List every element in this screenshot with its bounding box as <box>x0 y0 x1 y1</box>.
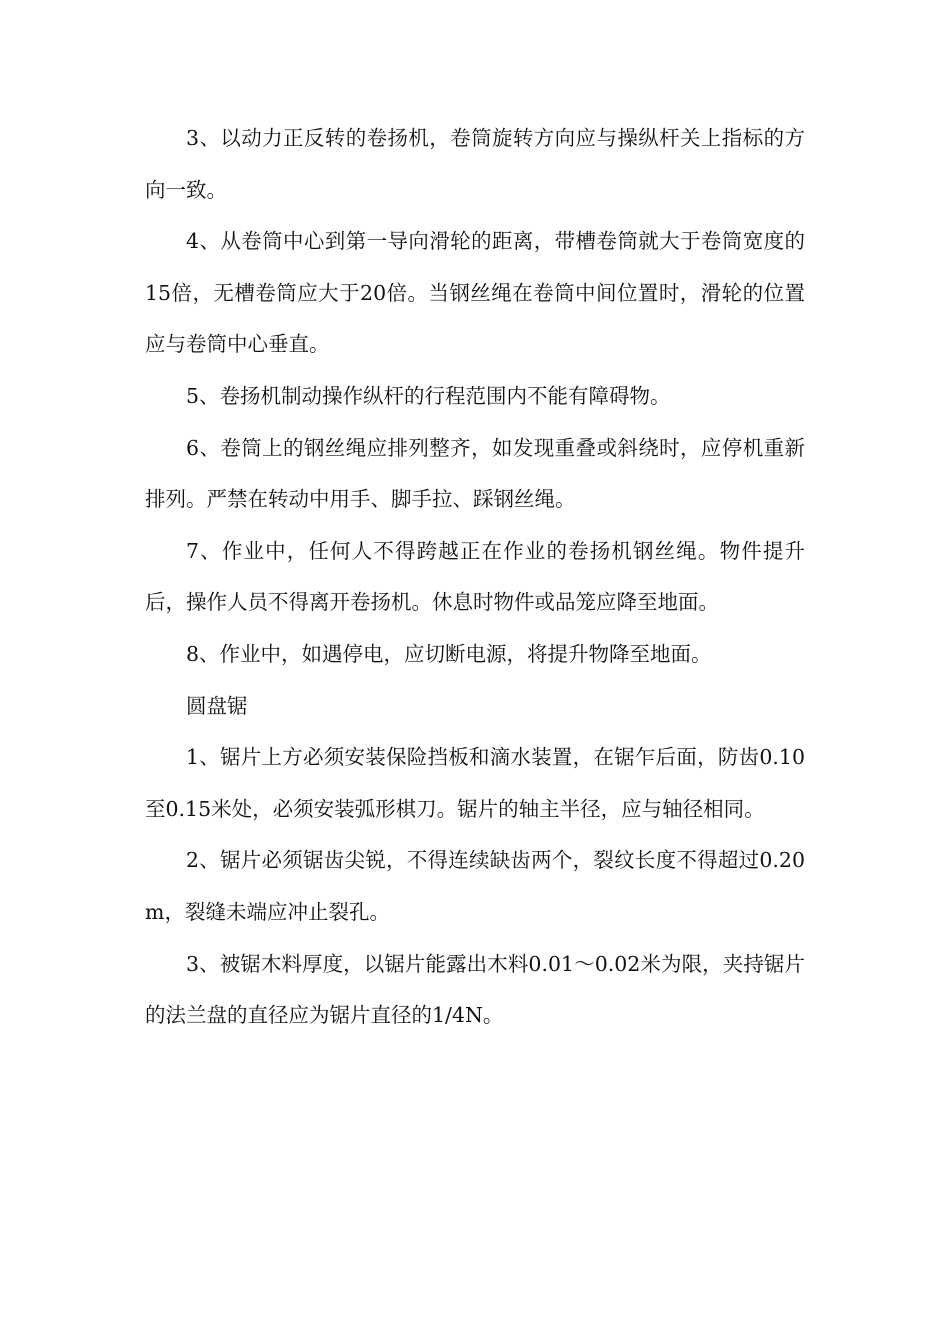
paragraph-winch-rule-8: 8、作业中，如遇停电，应切断电源，将提升物降至地面。 <box>186 641 712 666</box>
paragraph-saw-rule-3: 3、被锯木料厚度，以锯片能露出木料0.01～0.02米为限，夹持锯片的法兰盘的直径应为锯片直径的1/4N。 <box>145 951 805 1028</box>
paragraph-winch-rule-7: 7、作业中，任何人不得跨越正在作业的卷扬机钢丝绳。物件提升后，操作人员不得离开卷扬机。休息时物件或品笼应降至地面。 <box>145 538 805 615</box>
document-body <box>145 113 805 1042</box>
paragraph-winch-rule-5: 5、卷扬机制动操作纵杆的行程范围内不能有障碍物。 <box>186 383 671 408</box>
paragraph-winch-rule-4: 4、从卷筒中心到第一导向滑轮的距离，带槽卷筒就大于卷筒宽度的15倍，无槽卷筒应大于20倍。当钢丝绳在卷筒中间位置时，滑轮的位置应与卷筒中心垂直。 <box>145 229 805 357</box>
paragraph-saw-rule-2: 2、锯片必须锯齿尖锐，不得连续缺齿两个，裂纹长度不得超过0.20m，裂缝未端应冲止裂孔。 <box>145 848 805 924</box>
paragraph-winch-rule-6: 6、卷筒上的钢丝绳应排列整齐，如发现重叠或斜绕时，应停机重新排列。严禁在转动中用手、脚手拉、踩钢丝绳。 <box>145 435 805 512</box>
paragraph-winch-rule-3: 3、以动力正反转的卷扬机，卷筒旋转方向应与操纵杆关上指标的方向一致。 <box>145 126 805 202</box>
section-heading-circular-saw: 圆盘锯 <box>186 693 248 718</box>
paragraph-saw-rule-1: 1、锯片上方必须安装保险挡板和滴水装置，在锯乍后面，防齿0.10至0.15米处，必须安装弧形棋刀。锯片的轴主半径，应与轴径相同。 <box>145 745 805 821</box>
